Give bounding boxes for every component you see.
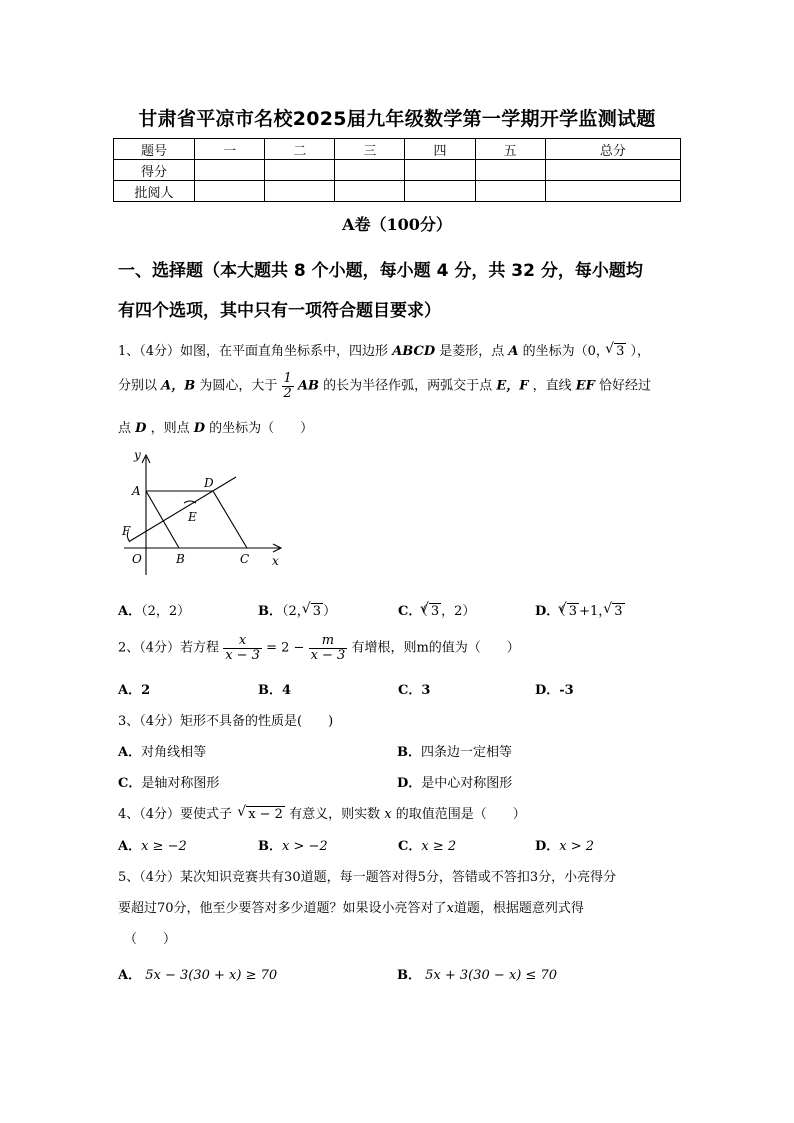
option-key: A． [118,745,142,760]
volume-heading: A卷（100分） [342,215,452,234]
option-key: B． [397,745,421,760]
q1-option-b[interactable] [258,600,336,619]
q1-l2g: ，直线 [532,378,572,394]
q5-option-a[interactable] [118,964,277,983]
option-text: （ [421,604,428,619]
label-c: C [240,552,250,566]
option-tail: +1， [579,604,612,619]
option-text: 是轴对称图形 [141,776,220,791]
q1-option-d[interactable] [535,600,625,619]
reviewer-cell [195,181,265,202]
q3-option-a[interactable] [118,741,206,760]
option-text: （2，2） [141,604,191,619]
q5-var: x [446,901,454,916]
q1-option-a[interactable] [118,600,190,619]
score-row [114,160,681,181]
label-e: E [188,510,197,524]
option-text: 5x + 3(30 − x) ≤ 70 [425,968,558,983]
q4-suffix: 的取值范围是（ ） [395,807,526,822]
q5-line1: 5、（4分）某次知识竞赛共有30道题，每一题答对得5分，答错或不答扣3分，小亮得分 [118,870,617,885]
sqrt-3: √ 3 [311,603,323,619]
label-y: y [134,448,141,462]
q1-l2h: EF [575,378,595,394]
q5-option-b[interactable] [397,964,557,983]
option-text: 是中心对称图形 [421,776,513,791]
option-key: A． [118,683,142,698]
option-text: x > 2 [559,839,595,854]
q4-stem [118,803,526,822]
score-cell [195,160,265,181]
q1-l3b: D [135,421,147,436]
option-key: B． [258,604,282,619]
q3-option-c[interactable] [118,772,219,791]
q2-eq: = 2 − [266,640,305,656]
q1-line3 [118,417,313,436]
q1-l2c: 为圆心，大于 [199,378,278,394]
q2-stem [118,634,520,662]
q5-line2b: 道题，根据题意列式得 [453,901,584,916]
option-key: A． [118,604,142,619]
header-cell: 总分 [545,139,680,160]
fraction-denominator: 2 [283,385,292,401]
q4-mid: 有意义，则实数 [289,807,381,822]
q4-var: x [384,807,392,822]
option-text: 5x − 3(30 + x) ≥ 70 [145,968,278,983]
side-dc [213,491,247,548]
header-cell: 二 [265,139,335,160]
q5-answer-bracket: （ ） [124,932,177,947]
q3-stem: 3、（4分）矩形不具备的性质是( ) [118,714,334,729]
option-key: C． [398,839,422,854]
reviewer-cell [405,181,475,202]
header-cell: 五 [475,139,545,160]
option-key: D． [535,604,560,619]
option-text: 4 [282,683,292,698]
q1-prefix: 1、（4分）如图，在平面直角坐标系中，四边形 [118,344,389,359]
score-table-header-row [114,139,681,160]
q4-option-a[interactable] [118,835,187,854]
header-cell: 一 [195,139,265,160]
q4-option-d[interactable] [535,835,594,854]
option-key: C． [118,776,142,791]
score-cell [265,160,335,181]
option-key: D． [535,839,560,854]
option-text: 四条边一定相等 [421,745,513,760]
q1-l3d: D [193,421,206,436]
label-b: B [176,552,185,566]
sqrt-x-minus-2: √ x − 2 [246,806,285,822]
label-x: x [272,554,279,568]
fraction-half [282,372,294,400]
score-cell [335,160,405,181]
q2-prefix: 2、（4分）若方程 [118,640,220,656]
option-text: -3 [559,683,574,698]
q2-suffix: 有增根，则m的值为（ ） [351,640,520,656]
q1-l3c: ，则点 [150,421,190,436]
sqrt-3: √ 3 [429,603,441,619]
option-text: 3 [421,683,431,698]
header-cell: 三 [335,139,405,160]
option-text: x ≥ 2 [421,839,457,854]
fraction-numerator: 1 [283,371,292,386]
row-label: 得分 [114,160,195,181]
q1-close: ）， [630,344,651,359]
reviewer-cell [545,181,680,202]
header-cell: 四 [405,139,475,160]
score-table [113,138,681,202]
q1-l2d: AB [297,378,320,394]
q4-option-c[interactable] [398,835,456,854]
q1-mid: 是菱形，点 [439,344,505,359]
fraction-x-over-x-minus-3 [223,634,262,662]
reviewer-cell [265,181,335,202]
q2-option-a[interactable] [118,679,150,698]
option-key: B． [397,968,421,983]
q1-l2f: E，F [496,378,529,394]
q1-figure [116,445,291,580]
option-text: （ [559,604,566,619]
label-d: D [204,476,214,490]
section-heading-line2: 有四个选项，其中只有一项符合题目要求） [118,301,441,321]
q2-option-c[interactable] [398,679,430,698]
option-text: 对角线相等 [141,745,207,760]
reviewer-cell [335,181,405,202]
q1-abcd: ABCD [392,344,436,359]
fraction-numerator: m [309,634,348,649]
option-text: x > −2 [282,839,328,854]
option-text: 2 [141,683,151,698]
q1-l2b: A，B [161,378,196,394]
score-cell [475,160,545,181]
q2-option-d[interactable] [535,679,574,698]
fraction-m-over-x-minus-3 [309,634,348,662]
section-heading-line1: 一、选择题（本大题共 8 个小题，每小题 4 分，共 32 分，每小题均 [118,261,643,281]
label-o: O [132,552,142,566]
fraction-denominator: x − 3 [225,647,260,663]
option-key: D． [535,683,560,698]
q4-prefix: 4、（4分）要使式子 [118,807,233,822]
label-a: A [132,484,141,498]
option-key: B． [258,839,282,854]
q1-option-c[interactable] [398,600,475,619]
option-key: A． [118,968,142,983]
q1-l3e: 的坐标为（ ） [209,421,314,436]
reviewer-cell [475,181,545,202]
page-title: 甘肃省平凉市名校2025届九年级数学第一学期开学监测试题 [138,108,656,130]
option-tail: ，2） [441,604,476,619]
reviewer-row [114,181,681,202]
q1-l2e: 的长为半径作弧，两弧交于点 [323,378,493,394]
header-cell: 题号 [114,139,195,160]
q5-line2 [118,897,584,916]
option-key: B． [258,683,282,698]
q3-option-d[interactable] [397,772,512,791]
q1-l2i: 恰好经过 [599,378,652,394]
q3-option-b[interactable] [397,741,512,760]
q1-coord: 的坐标为（0， [522,344,609,359]
q1-point-a: A [508,344,519,359]
option-key: D． [397,776,422,791]
fraction-denominator: x − 3 [310,647,346,663]
q1-line1 [118,340,650,359]
q2-option-b[interactable] [258,679,291,698]
score-cell [405,160,475,181]
side-ab [146,491,179,548]
sqrt-3: √ 3 [567,603,579,619]
q1-line2 [118,372,651,400]
q5-line2a: 要超过70分，他至少要答对多少道题？如果设小亮答对了 [118,901,447,916]
option-text: （2， [282,604,310,619]
option-tail: ） [323,604,337,619]
option-key: A． [118,839,142,854]
q1-l3a: 点 [118,421,132,436]
fraction-numerator: x [223,634,262,649]
label-f: F [122,524,131,538]
sqrt-3: √ 3 [614,343,626,359]
option-key: C． [398,683,422,698]
score-cell [545,160,680,181]
q1-l2a: 分别以 [118,378,158,394]
sqrt-3: √ 3 [612,603,624,619]
q4-option-b[interactable] [258,835,328,854]
option-text: x ≥ −2 [141,839,187,854]
option-key: C． [398,604,422,619]
row-label: 批阅人 [114,181,195,202]
